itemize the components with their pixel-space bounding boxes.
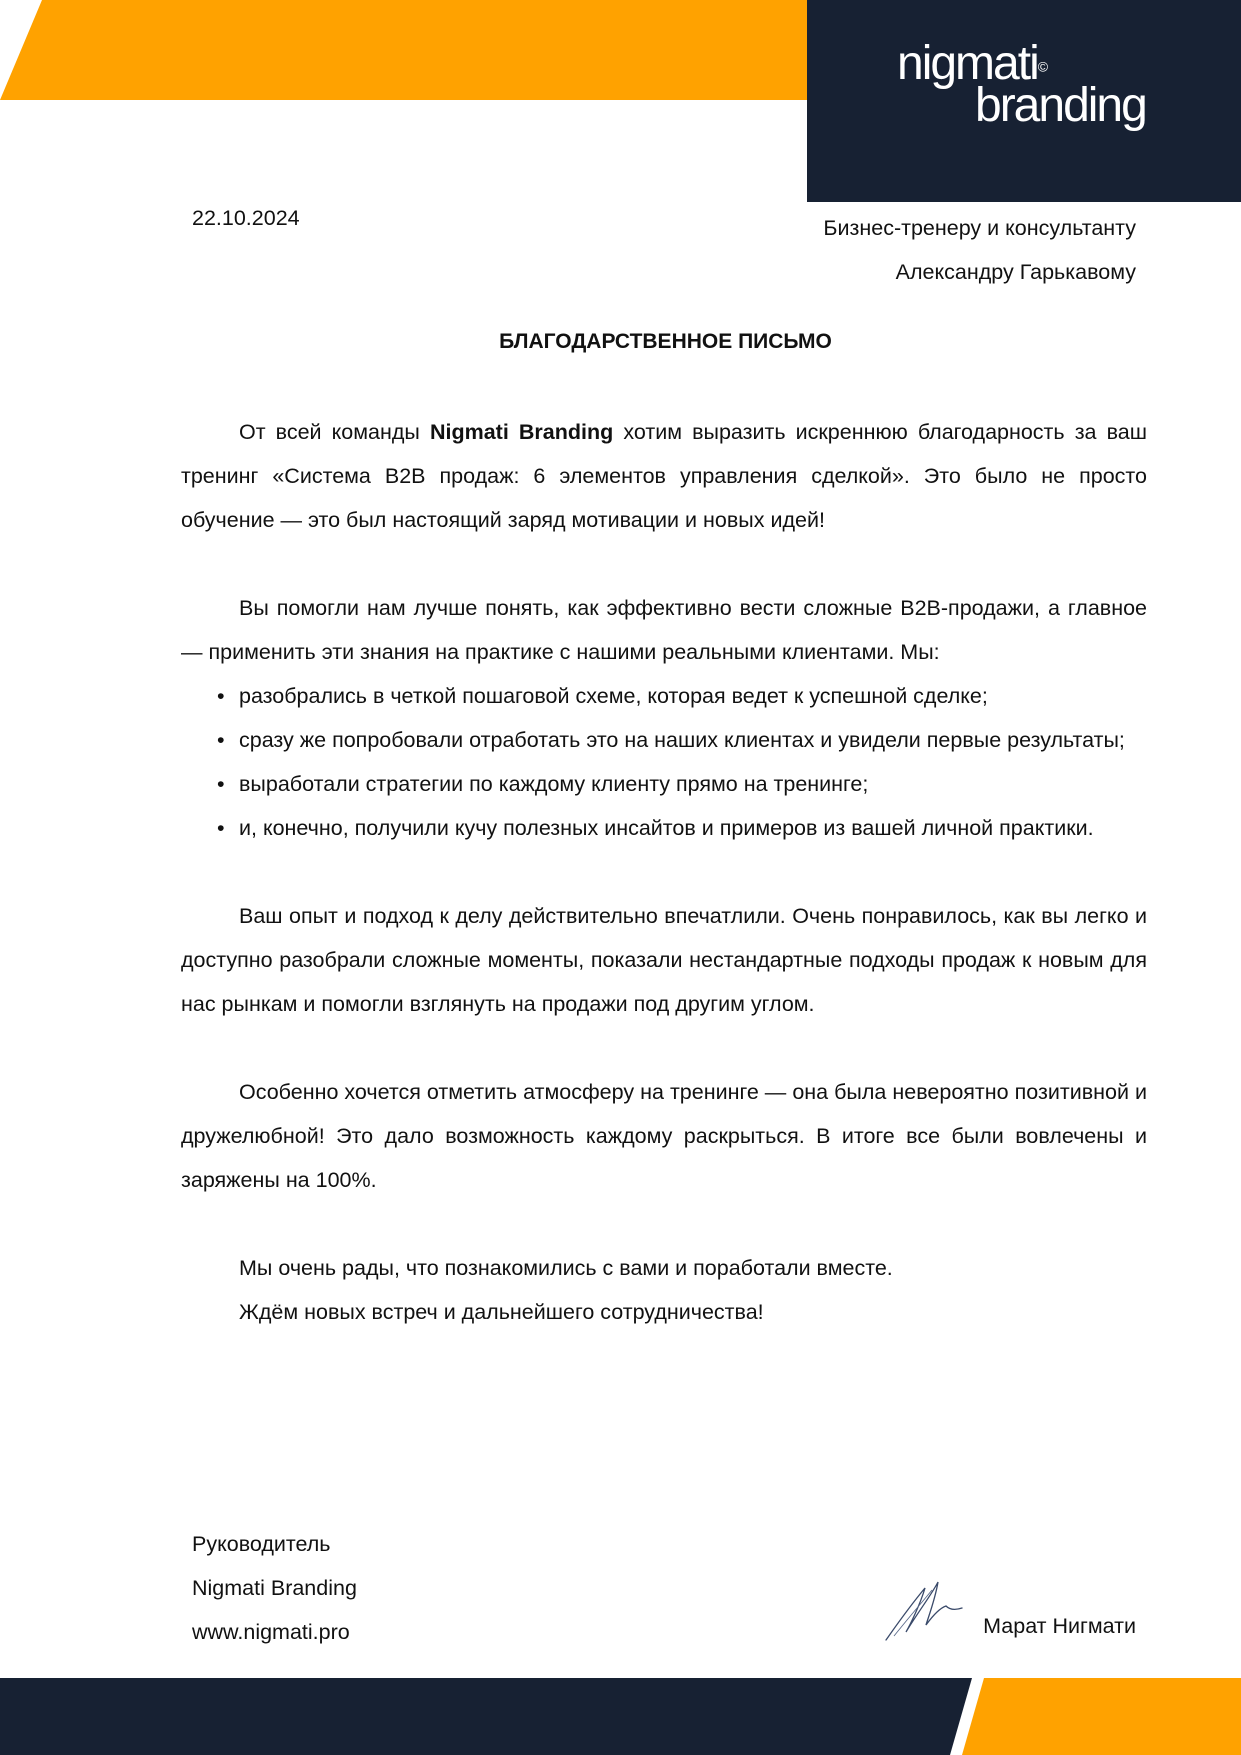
bullet-icon: •: [217, 684, 225, 708]
company-logo: [807, 0, 1241, 202]
signatory-company: Nigmati Branding: [192, 1576, 357, 1600]
company-name-bold: Nigmati Branding: [429, 420, 614, 444]
letter-title: БЛАГОДАРСТВЕННОЕ ПИСЬМО: [499, 330, 832, 353]
handwritten-signature: [880, 1570, 980, 1645]
footer-band: [0, 1678, 1241, 1755]
paragraph-3: Ваш опыт и подход к делу действительно впечатлили. Очень понравилось, как вы легко и доступно разобрали сложные моменты, показали нестандартные подходы продаж к новым для нас рынкам и помогли взглянуть на продажи под другим углом.: [181, 904, 1147, 1016]
closing-line-2: Ждём новых встреч и дальнейшего сотрудничества!: [239, 1300, 764, 1324]
paragraph-2: Вы помогли нам лучше понять, как эффективно вести сложные B2B-продажи, а главное — применить эти знания на практике с нашими реальными клиентами. Мы:: [181, 596, 1147, 664]
list-item: • и, конечно, получили кучу полезных инсайтов и примеров из вашей личной практики.: [181, 806, 1147, 850]
signatory-block: [192, 1522, 357, 1654]
bullet-icon: •: [217, 728, 225, 752]
letter-body: [181, 410, 1147, 1334]
logo-line-2: branding: [975, 79, 1146, 133]
bullet-list: [181, 674, 1147, 850]
list-item: • сразу же попробовали отработать это на наших клиентах и увидели первые результаты;: [181, 718, 1147, 762]
logo-line-1: nigmati: [897, 37, 1038, 90]
logo-registered-mark: ©: [1037, 58, 1049, 75]
recipient-line-2: Александру Гарькавому: [895, 260, 1136, 284]
bullet-icon: •: [217, 772, 225, 796]
signatory-position: Руководитель: [192, 1532, 331, 1556]
closing-line-1: Мы очень рады, что познакомились с вами и поработали вместе.: [239, 1256, 893, 1280]
list-item: • разобрались в четкой пошаговой схеме, которая ведет к успешной сделке;: [181, 674, 1147, 718]
bullet-icon: •: [217, 816, 225, 840]
signatory-name: Марат Нигмати: [983, 1614, 1136, 1638]
list-item: • выработали стратегии по каждому клиенту прямо на тренинге;: [181, 762, 1147, 806]
paragraph-1: От всей команды Nigmati Branding хотим выразить искреннюю благодарность за ваш тренинг «Система B2B продаж: 6 элементов управления сделкой». Это было не просто обучение — это был настоящий заряд мотивации и новых идей!: [181, 420, 1147, 532]
company-website: www.nigmati.pro: [192, 1620, 350, 1644]
recipient-block: [823, 206, 1136, 294]
recipient-line-1: Бизнес-тренеру и консультанту: [823, 216, 1136, 240]
letter-date: 22.10.2024: [192, 206, 300, 230]
paragraph-4: Особенно хочется отметить атмосферу на тренинге — она была невероятно позитивной и дружелюбной! Это дало возможность каждому раскрыться. В итоге все были вовлечены и заряжены на 100%.: [181, 1080, 1147, 1192]
